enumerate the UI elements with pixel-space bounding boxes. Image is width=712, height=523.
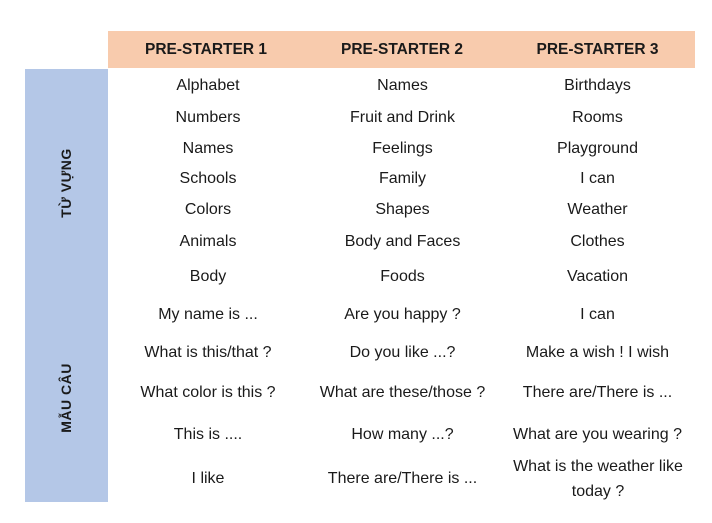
table-cell: Do you like ...? <box>349 344 456 361</box>
column-header-pre-starter-2: PRE-STARTER 2 <box>340 41 463 58</box>
table-cell: Playground <box>557 140 638 157</box>
column-header-pre-starter-3: PRE-STARTER 3 <box>536 41 659 58</box>
section-label-sentences: MẪU CÂU <box>58 363 74 433</box>
table-cell: I can <box>580 306 615 323</box>
table-cell: Foods <box>380 268 425 285</box>
table-cell: There are/There is ... <box>327 470 478 487</box>
table-cell: What is this/that ? <box>144 344 272 361</box>
table-cell: Family <box>378 170 427 187</box>
table-cell: What is the weather like today ? <box>513 458 683 500</box>
table-cell: Clothes <box>570 233 625 250</box>
table-cell: Schools <box>179 170 237 187</box>
table-cell: My name is ... <box>158 306 258 323</box>
table-cell: Body <box>189 268 227 285</box>
table-cell: Rooms <box>572 109 623 126</box>
table-cell: Shapes <box>375 201 430 218</box>
table-cell: Names <box>377 77 428 94</box>
table-cell: Colors <box>184 201 232 218</box>
table-cell: Make a wish ! I wish <box>525 344 670 361</box>
table-cell: Feelings <box>372 140 433 157</box>
table-cell: Are you happy ? <box>344 306 461 323</box>
table-cell: What are these/those ? <box>319 384 486 401</box>
section-label-vocabulary: TỪ VỰNG <box>58 148 74 218</box>
table-cell: Body and Faces <box>344 233 461 250</box>
table-cell: Fruit and Drink <box>350 109 455 126</box>
table-cell: I can <box>580 170 615 187</box>
column-header-pre-starter-1: PRE-STARTER 1 <box>144 41 267 58</box>
table-cell: There are/There is ... <box>522 384 673 401</box>
table-cell: Birthdays <box>564 77 631 94</box>
table-cell: I like <box>191 470 225 487</box>
table-cell: This is .... <box>173 426 243 443</box>
table-cell: What color is this ? <box>140 384 276 401</box>
table-cell: Weather <box>567 201 628 218</box>
table-cell: Names <box>182 140 234 157</box>
table-cell: How many ...? <box>351 426 454 443</box>
table-cell: Vacation <box>566 268 629 285</box>
table-cell: Animals <box>179 233 237 250</box>
table-cell: Numbers <box>175 109 241 126</box>
section-sidebar <box>25 69 108 502</box>
table-cell: What are you wearing ? <box>513 426 682 443</box>
table-cell: Alphabet <box>176 77 240 94</box>
